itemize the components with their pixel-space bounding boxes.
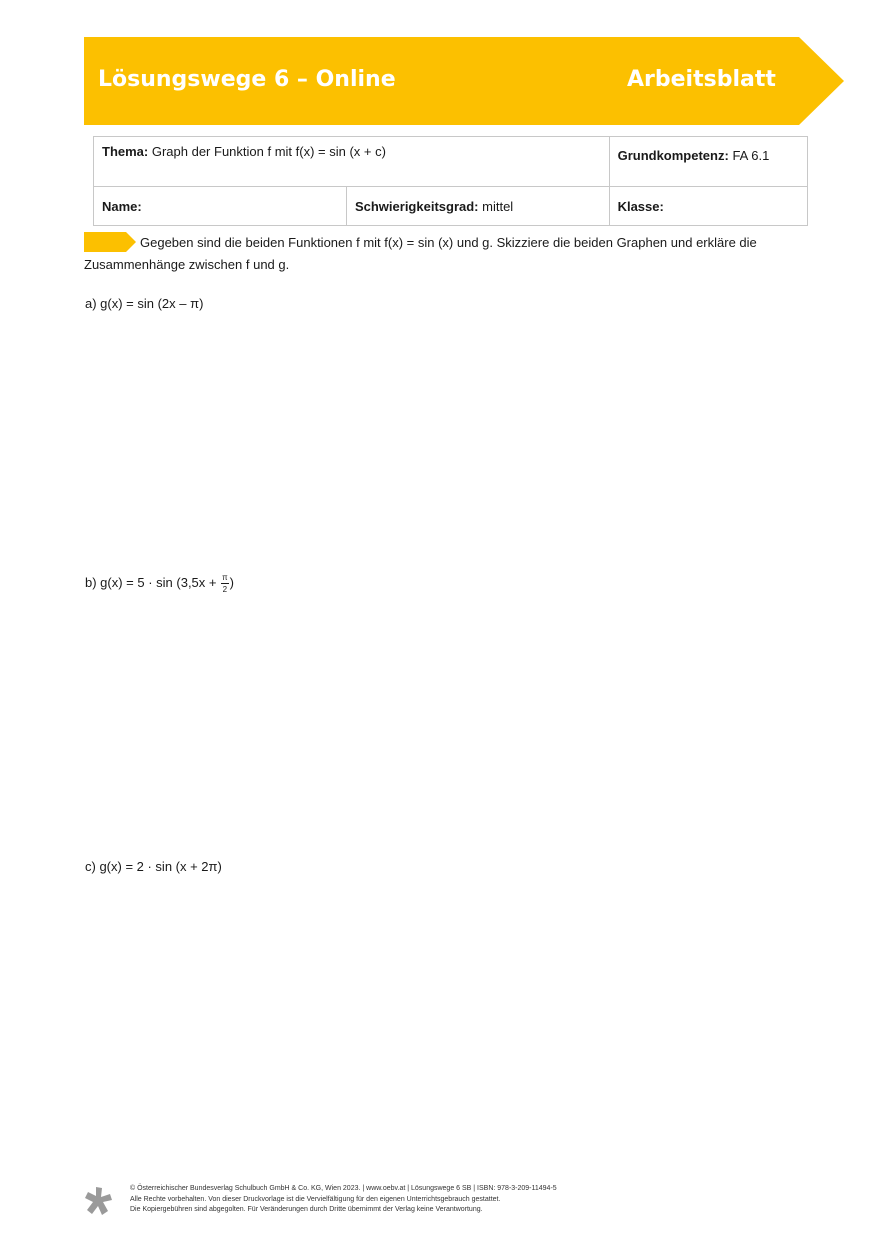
info-table [93,136,808,226]
name-label: Name: [102,198,142,214]
header-title: Lösungswege 6 – Online [98,67,396,92]
footer-line-copyright: © Österreichischer Bundesverlag Schulbuch GmbH & Co. KG, Wien 2023. | www.oebv.at | Lösungswege 6 SB | ISBN: 978-3-209-11494-5 [130,1185,557,1192]
instruction-paragraph [84,232,784,276]
schwierigkeit-cell [346,187,609,226]
footer-line-rights: Alle Rechte vorbehalten. Von dieser Druckvorlage ist die Vervielfältigung für den eigenen Unterrichtsgebrauch gestattet. [130,1195,501,1203]
task-a: a) g(x) = sin (2x – π) [85,296,204,311]
grundkompetenz-cell [609,137,807,187]
header-doc-type: Arbeitsblatt [627,67,776,92]
thema-label: Thema: [102,144,149,159]
task-b-suffix: ) [229,574,234,590]
task-c: c) g(x) = 2 · sin (x + 2π) [85,859,222,874]
header-banner [84,37,844,125]
fraction-denominator: 2 [222,585,228,594]
publisher-logo-icon [84,1185,114,1217]
footer-line-liability: Die Kopiergebühren sind abgegolten. Für Veränderungen durch Dritte übernimmt der Verlag keine Verantwortung. [130,1206,483,1213]
grundkompetenz-value: FA 6.1 [732,148,770,163]
task-b [85,572,234,595]
grundkompetenz-label: Grundkompetenz: [617,148,729,163]
klasse-label: Klasse: [617,198,664,214]
thema-value: Graph der Funktion f mit f(x) = sin (x + c) [151,144,386,159]
instruction-text: Gegeben sind die beiden Funktionen f mit f(x) = sin (x) und g. Skizziere die beiden Graphen und erkläre die Zusammenhänge zwischen f und g. [84,235,757,272]
name-cell[interactable] [94,187,347,226]
task-marker-icon [84,232,136,252]
schwierigkeit-value: mittel [482,198,514,214]
thema-cell [94,137,610,187]
task-b-fraction [221,572,229,595]
klasse-cell[interactable] [609,187,807,226]
schwierigkeit-label: Schwierigkeitsgrad: [354,198,479,214]
fraction-numerator: π [222,573,228,582]
footer-text [130,1184,770,1216]
info-row-student [94,187,808,226]
task-b-prefix: b) g(x) = 5 · sin (3,5x + [85,574,217,590]
info-row-topic [94,137,808,187]
